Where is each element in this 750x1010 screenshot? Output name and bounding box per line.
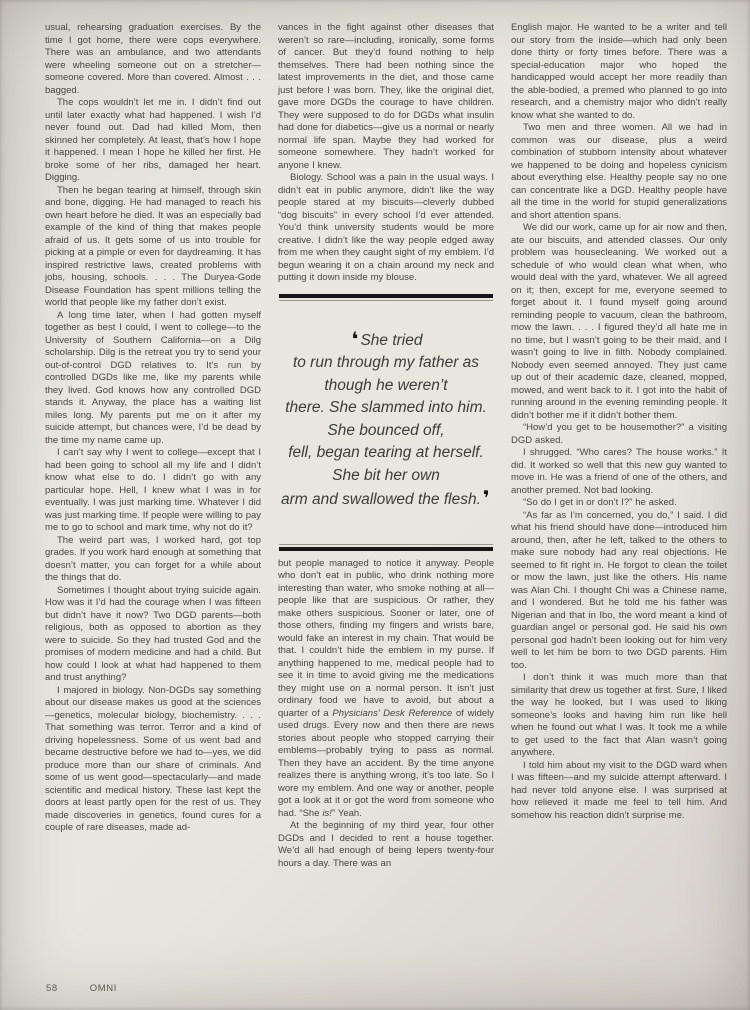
- paragraph-text: Biology. School was a pain in the usual ways. I didn’t eat in public anymore, didn’t like the way people stared at my biscuits—cleverly dubbed “dog biscuits” in every school I’d ever attended. You’d think university students would be more creative. I didn’t like the way people edged away from me when they caught sight of my emblem. I’d begun wearing it on a chain around my neck and putting it down inside my blouse.: [278, 172, 494, 283]
- pull-quote-line-text: She tried: [360, 331, 423, 349]
- pull-quote-line: [281, 352, 491, 375]
- pull-quote-text: [279, 303, 493, 542]
- paragraph-text: “As far as I’m concerned, you do,” I said. I did what his friend should have done—introduced him around, then, after he left, talked to the others to make sure nobody had any real objections. He seemed to fit right in. He forgot to clean the toilet or mow the lawn, just like the others. His name was Alan Chi. I thought Chi was a Chinese name, and I wondered. But he told me his father was Nigerian and that in Ibo, the word meant a kind of guardian angel or personal god. He said his own personal god hadn’t been looking out for him very well to let him be born to two DGD parents. Him too.: [511, 509, 727, 671]
- paragraph-text: The weird part was, I worked hard, got top grades. If you work hard enough at something that doesn’t matter, you can forget for a while about the things that do.: [45, 534, 261, 583]
- pull-quote-line-text: fell, began tearing at herself.: [288, 444, 484, 461]
- paragraph: [45, 685, 261, 835]
- pull-quote-line: [281, 465, 491, 488]
- paragraph: [511, 760, 727, 823]
- pull-quote-line: [281, 442, 491, 465]
- paragraph: [45, 185, 261, 310]
- paragraph: [45, 97, 261, 185]
- text-columns: [45, 22, 727, 870]
- paragraph-text: I shrugged. “Who cares? The house works.” It did. It worked so well that this new guy wanted to move in. He was a friend of one of the others, and another premed. Not bad looking.: [511, 447, 727, 496]
- paragraph-text: of widely used drugs. Every now and then there are news stories about people who stopped carrying their emblems—probably trying to pass as normal. Then they have an accident. By the time anyone realizes there is anything wrong, it’s too late. So I wore my emblem. And one way or another, people got a look at it or got the word from someone who had. “She: [278, 707, 494, 819]
- pull-quote-line-text: She bit her own: [332, 466, 440, 484]
- paragraph-text: “How’d you get to be housemother?” a visiting DGD asked.: [511, 422, 727, 446]
- paragraph: [45, 585, 261, 685]
- paragraph: [278, 22, 494, 172]
- pull-quote-line-text: there. She slammed into him.: [285, 399, 487, 416]
- paragraph: [511, 222, 727, 422]
- pull-quote-line: [281, 420, 491, 443]
- paragraph-text: “So do I get in or don’t I?” he asked.: [523, 497, 677, 508]
- paragraph-text: Sometimes I thought about trying suicide again. How was it I’d had the courage when I was fifteen but didn’t have it now? Two DGD parents—both religious, both as opposed to abortion as they were to suicide. So they had trusted God and the promises of modern medicine and had a child. But how could I look at what had happened to them and trust anything?: [45, 584, 261, 683]
- page-footer: [46, 983, 117, 994]
- paragraph: [511, 510, 727, 673]
- opening-quote-mark: ❛: [351, 328, 359, 351]
- closing-quote-mark: ❜: [482, 488, 490, 510]
- paragraph: [278, 558, 494, 821]
- paragraph: [511, 497, 727, 510]
- page-number: 58: [46, 983, 58, 994]
- paragraph-text: but people managed to notice it anyway. People who don’t eat in public, who drink nothing more interesting than water, who smoke nothing at all—people like that are suspicious. Or rather, they make others suspicious. Sooner or later, one of those others, finding my fingers and wrists bare, would fake an interest in my chain. That would be that. I couldn’t hide the emblem in my purse. If anything happened to me, medical people had to see it in time to avoid giving me the medications they might use on a normal person. It isn’t just ordinary food we have to avoid, but about a quarter of a: [278, 557, 494, 719]
- paragraph: [278, 172, 494, 285]
- paragraph-text: usual, rehearsing graduation exercises. By the time I got home, there were cops everywhere. There was an ambulance, and two attendants were wheeling someone out on a stretcher—someone covered. More than covered. Almost . . . bagged.: [45, 22, 261, 96]
- paragraph-text: I told him about my visit to the DGD ward when I was fifteen—and my suicide attempt afterward. I had never told anyone else. I was surprised at how relieved it made me feel to tell him. And somehow his reaction didn’t surprise me.: [511, 759, 727, 821]
- paragraph-text: At the beginning of my third year, four other DGDs and I decided to rent a house together. We’d all had enough of being lepers twenty-four hours a day. There was an: [278, 820, 494, 869]
- pull-quote-line: [281, 487, 491, 512]
- paragraph-text: English major. He wanted to be a writer and tell our story from the inside—which had only been done thirty or forty times before. There was a special-education major who hoped the handicapped would accept her more readily than the able-bodied, a premed who planned to go into research, and a chemistry major who didn’t really know what she wanted to do.: [511, 22, 727, 121]
- pull-quote-line: [281, 397, 491, 420]
- pullquote-bottom-thick-rule: [279, 547, 493, 551]
- paragraph-text: A long time later, when I had gotten myself together as best I could, I went to college—to the University of Southern California—on a Dilg scholarship. Dilg is the retreat you try to send your out-of-control DGD relatives to. It’s run by controlled DGDs like me, like my parents while they lived. God knows how any controlled DGD stands it. Anyway, the place has a waiting list miles long. My parents put me on it after my suicide attempt, but chances were, I’d be dead by the time my name came up.: [45, 309, 261, 446]
- pull-quote-line-text: to run through my father as: [292, 354, 480, 371]
- paragraph-text: I don’t think it was much more than that similarity that drew us together at first. Sure, I liked the way he looked, but I was used to liking someone’s looks and having him run like hell when he found out what I was. It took me a while to get used to the fact that Alan wasn’t going anywhere.: [511, 672, 727, 758]
- pull-quote-line: [281, 375, 491, 398]
- paragraph: [511, 672, 727, 760]
- paragraph: [45, 310, 261, 448]
- paragraph: [45, 22, 261, 97]
- column-2: [278, 22, 494, 870]
- pull-quote-line-text: though he weren’t: [324, 376, 448, 394]
- pull-quote-line-text: arm and swallowed the flesh.: [281, 491, 481, 508]
- column-3: [511, 22, 727, 870]
- pullquote-top-thin-rule: [279, 300, 493, 301]
- paragraph: [511, 122, 727, 222]
- pullquote-top-thick-rule: [279, 294, 493, 298]
- paragraph: [511, 22, 727, 122]
- paragraph: [511, 447, 727, 497]
- column-1: [45, 22, 261, 870]
- magazine-name: OMNI: [89, 983, 117, 994]
- paragraph-text: is!: [322, 807, 332, 819]
- paragraph-text: We did our work, came up for air now and then, ate our biscuits, and attended classes. Our only problem was housecleaning. We worked out a schedule of who would clean what when, who would deal with the yard, whatever. We all agreed on it; then, except for me, everyone seemed to forget about it. I found myself going around reminding people to vacuum, clean the bathroom, mow the lawn. . . . I figured they’d all hate me in no time, but I wasn’t going to be their maid, and I wasn’t going to live in filth. Nobody complained. Nobody even seemed annoyed. They just came up out of their academic daze, cleaned, mopped, mowed, and went back to it. I got into the habit of running around in the evening reminding people. It didn’t bother me if it didn’t bother them.: [511, 222, 727, 421]
- paragraph-text: Physicians’ Desk Reference: [332, 707, 453, 719]
- paragraph: [45, 447, 261, 535]
- paragraph: [278, 820, 494, 870]
- paragraph: [45, 535, 261, 585]
- pull-quote: [279, 294, 493, 551]
- paragraph-text: Two men and three women. All we had in common was our disease, plus a weird combination of stubborn intensity about whatever we happened to be doing and hopeless cynicism about everything else. Healthy people say no one can concentrate like a DGD. Healthy people have all the time in the world for stupid generalizations and short attention spans.: [511, 122, 727, 221]
- paragraph-text: I majored in biology. Non-DGDs say something about our disease makes us good at the sciences—genetics, molecular biology, biochemistry. . . . That something was terror. Terror and a kind of driving hopelessness. Some of us went bad and became destructive before we had to—yes, we did produce more than our share of criminals. And some of us went good—spectacularly—and made scientific and medical history. These last kept the doors at least partly open for the rest of us. They made discoveries in genetics, found cures for a couple of rare diseases, made ad-: [45, 684, 261, 833]
- paragraph-text: Then he began tearing at himself, through skin and bone, digging. He had managed to reach his own heart before he died. It was an especially bad example of the kind of thing that makes people afraid of us. It gets some of us into trouble for picking at a pimple or even for daydreaming. It has inspired restrictive laws, created problems with jobs, housing, schools. . . . The Duryea-Gode Disease Foundation has spent millions telling the world that people like my father don’t exist.: [45, 184, 261, 308]
- pullquote-bottom-thin-rule: [279, 544, 493, 545]
- paragraph: [511, 422, 727, 447]
- pull-quote-line: [281, 328, 491, 353]
- pull-quote-line-text: She bounced off,: [327, 421, 445, 439]
- paragraph-text: ” Yeah.: [331, 807, 362, 819]
- paragraph-text: vances in the fight against other diseases that weren’t so rare—including, ironically, some forms of cancer. But they’d found nothing to help themselves. There had been nothing since the latest improvements in the diet, and those came just before I was born. They, like the original diet, gave more DGDs the courage to have children. They were supposed to do for DGDs what insulin had done for diabetics—give us a normal or nearly normal life span. Maybe they had worked for someone somewhere. They hadn’t worked for anyone I knew.: [278, 22, 494, 171]
- paragraph-text: The cops wouldn’t let me in. I didn’t find out until later exactly what had happened. I wish I’d never found out. Dad had killed Mom, then skinned her completely. At least, that’s how I hope it happened. I mean I hope he killed her first. He broke some of her ribs, damaged her heart. Digging.: [45, 97, 261, 183]
- paragraph-text: I can’t say why I went to college—except that I had been going to school all my life and I didn’t know what else to do. I didn’t go with any particular hope. Hell, I knew what I was in for eventually. I was just marking time. Whatever I did was just marking time. If people were willing to pay me to go to school and mark time, why not do it?: [45, 447, 262, 533]
